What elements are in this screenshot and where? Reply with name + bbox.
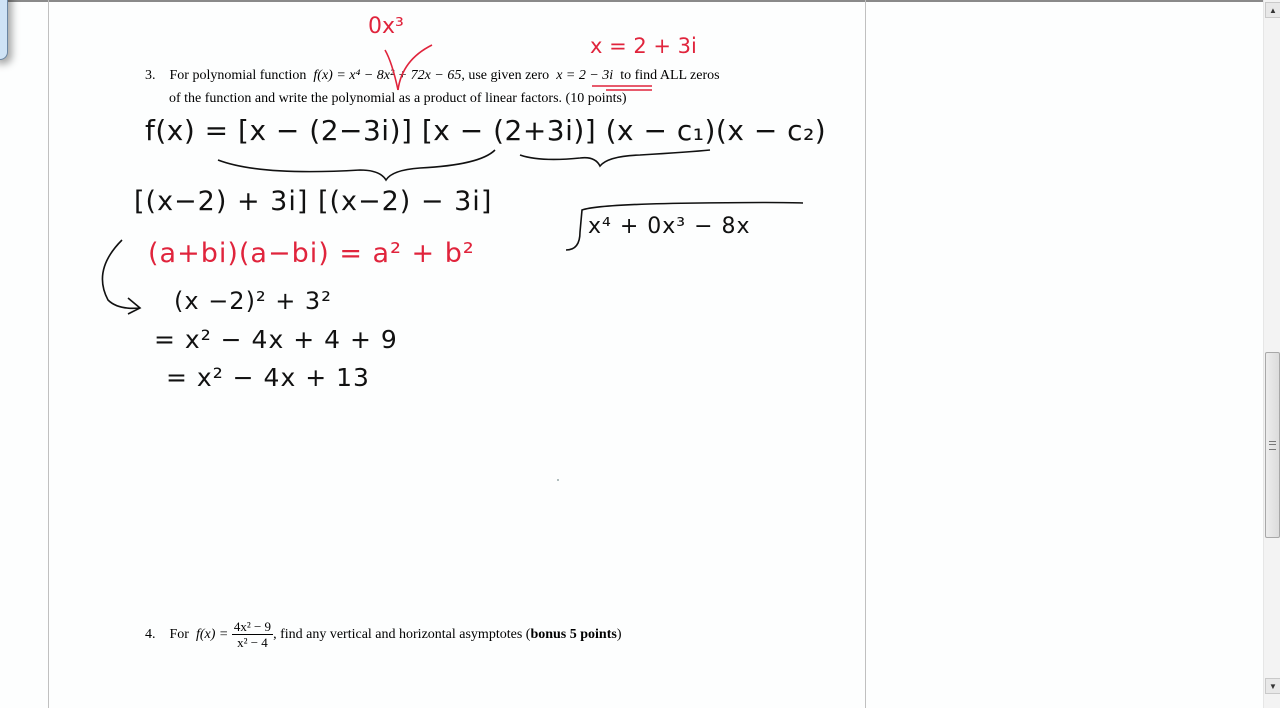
scroll-up-button[interactable] [1265, 2, 1280, 18]
stray-mark [557, 479, 559, 481]
annotation-identity: (a+bi)(a−bi) = a² + b² [148, 238, 475, 269]
work-step-2: = x² − 4x + 4 + 9 [154, 325, 398, 354]
question-3-line-2: of the function and write the polynomial as a product of linear factors. (10 points) [169, 91, 627, 106]
question-number: 3. [145, 68, 156, 83]
page-left-border [48, 0, 49, 708]
rational-function: $\frac{\text{4x² − 9}}{\text{x² − 4}}$ [233, 619, 272, 651]
arrow-down-icon: ▼ [1269, 681, 1277, 691]
work-factored-form: f(x) = [x − (2−3i)] [x − (2+3i)] (x − c₁)(x − c₂) [145, 114, 827, 147]
polynomial-function: f(x) = x⁴ − 8x² + 72x − 65 [313, 68, 462, 83]
given-zero: x = 2 − 3i [556, 68, 614, 83]
annotation-conjugate-zero: x = 2 + 3i [590, 34, 697, 58]
arrow-up-icon: ▲ [1269, 5, 1277, 15]
scrollbar-thumb[interactable] [1265, 352, 1280, 538]
work-step-3: = x² − 4x + 13 [166, 363, 370, 392]
question-3-line-1: 3. For polynomial function f(x) = x⁴ − 8x² + 72x − 65, use given zero x = 2 − 3i to find ALL zeros [145, 68, 720, 83]
question-4: 4. For f(x) = $\frac{\text{4x² − 9}}{\text{x² − 4}}$ , find any vertical and horizontal asymptotes (bonus 5 points) [145, 619, 622, 651]
scroll-down-button[interactable] [1265, 678, 1280, 694]
work-step-1: (x −2)² + 3² [174, 287, 332, 315]
work-regrouped: [(x−2) + 3i] [(x−2) − 3i] [134, 186, 493, 217]
page-right-border [865, 0, 866, 708]
annotation-zero-x3: 0x³ [368, 14, 404, 39]
grip-icon [1269, 441, 1276, 450]
window-top-border [0, 0, 1280, 2]
vertical-scrollbar[interactable] [1263, 0, 1280, 708]
question-number: 4. [145, 627, 156, 642]
side-panel-tab[interactable] [0, 0, 8, 60]
work-long-division: x⁴ + 0x³ − 8x [588, 214, 751, 239]
